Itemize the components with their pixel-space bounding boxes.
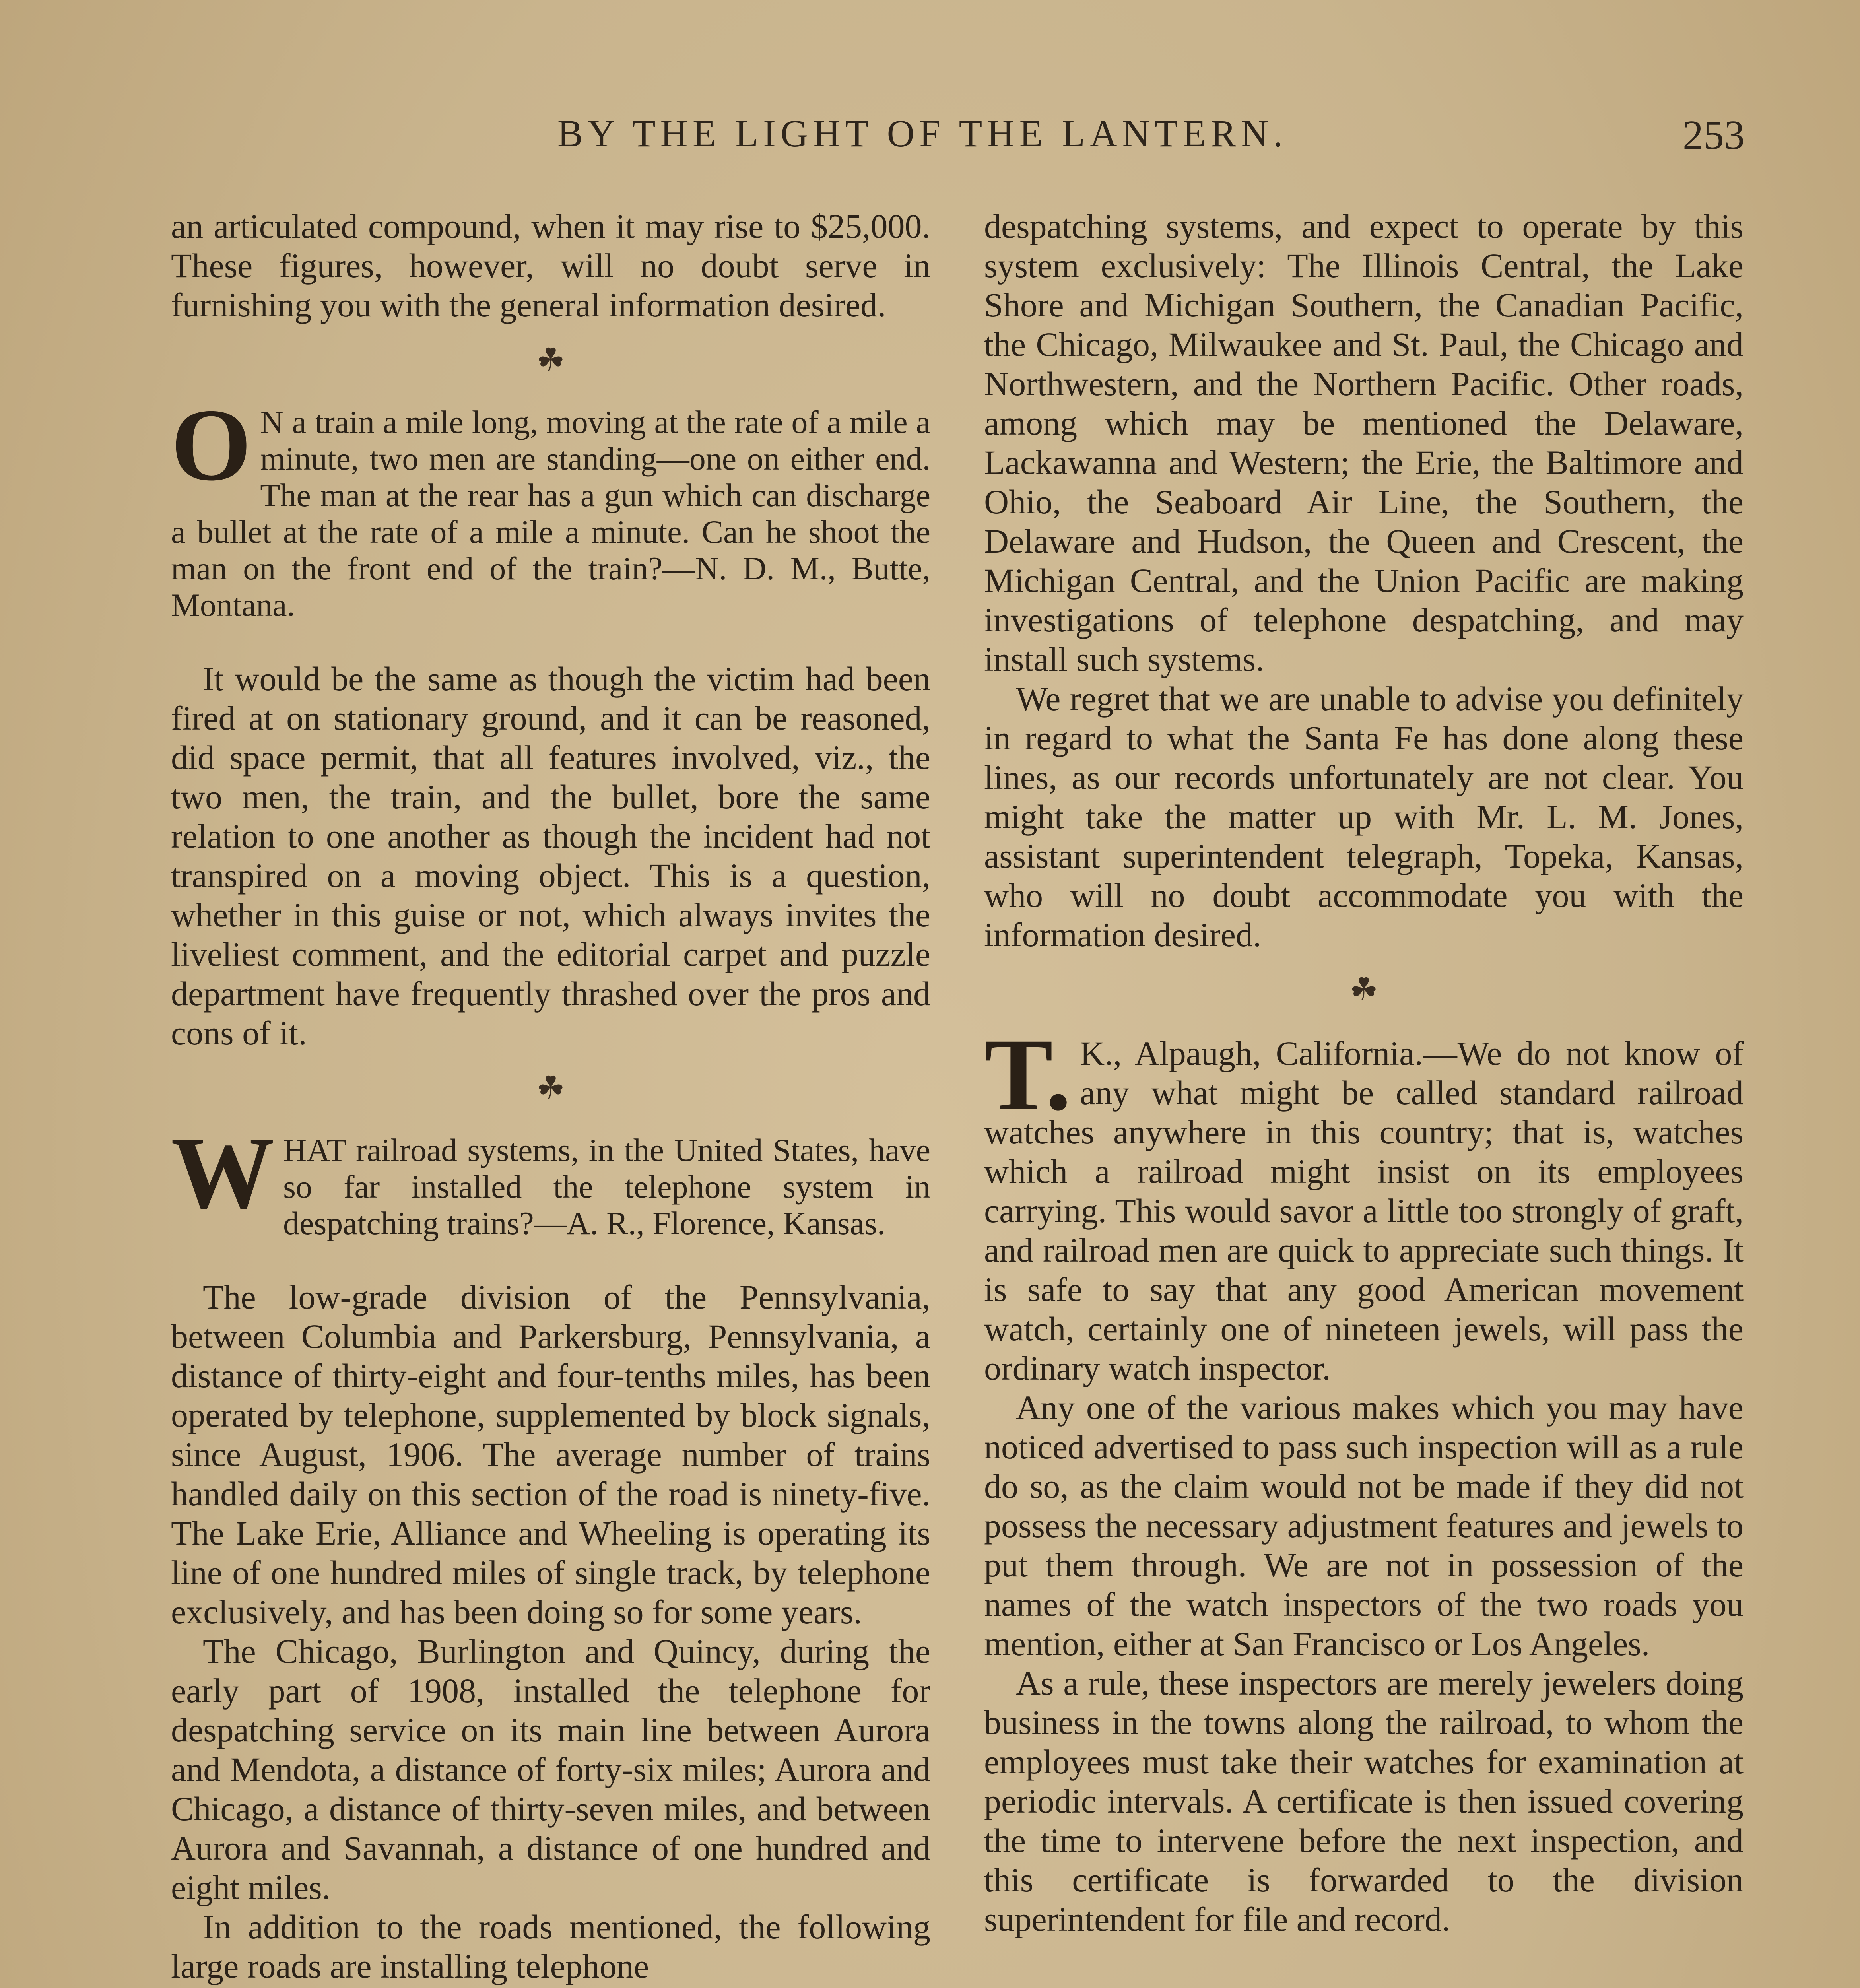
ornament-icon: ☘ <box>536 343 565 378</box>
question-text: N a train a mile long, moving at the rate of a mile a minute, two men are standing—one on either end. The man at the rear has a gun which can discharge a bullet at the rate of a mile a minute. Can he shoot the man on the front end of the train?—N. D. M., Butte, Montana. <box>171 404 930 623</box>
paragraph: Any one of the various makes which you may have noticed advertised to pass such inspection will as a rule do so, as the claim would not be made if they did not possess the necessary adjustment features and jewels to put them through. We are not in possession of the names of the watch inspectors of the two roads you mention, either at San Francisco or Los Angeles. <box>984 1388 1744 1663</box>
answer-paragraph: It would be the same as though the victim had been fired at on stationary ground, and it can be reasoned, did space permit, that all features involved, viz., the two men, the train, and the bullet, bore the same relation to one another as though the incident had not transpired on a moving object. This is a question, whether in this guise or not, which always invites the liveliest comment, and the editorial carpet and puzzle department have frequently thrashed over the pros and cons of it. <box>171 660 930 1052</box>
drop-cap: T. <box>984 1017 1072 1132</box>
running-header: BY THE LIGHT OF THE LANTERN. <box>557 112 1288 155</box>
ornament-icon: ☘ <box>1349 973 1378 1008</box>
drop-cap: W <box>171 1116 274 1230</box>
ornament-icon: ☘ <box>536 1071 565 1106</box>
left-column <box>171 207 930 1986</box>
paragraph: As a rule, these inspectors are merely jewelers doing business in the towns along the railroad, to whom the employees must take their watches for examination at periodic intervals. A certificate is then issued covering the time to intervene before the next inspection, and this certificate is forwarded to the division superintendent for file and record. <box>984 1664 1744 1938</box>
paragraph: despatching systems, and expect to operate by this system exclusively: The Illinois Central, the Lake Shore and Michigan Southern, the Canadian Pacific, the Chicago, Milwaukee and St. Paul, the Chicago and Northwestern, and the Northern Pacific. Other roads, among which may be mentioned the Delaware, Lackawanna and Western; the Erie, the Baltimore and Ohio, the Seaboard Air Line, the Southern, the Delaware and Hudson, the Queen and Crescent, the Michigan Central, and the Union Pacific are making investigations of telephone despatching, and may install such systems. <box>984 207 1744 678</box>
answer-text: K., Alpaugh, California.—We do not know of any what might be called standard railroad watches anywhere in this country; that is, watches which a railroad might insist on its employees carrying. This would savor a little too strongly of graft, and railroad men are quick to appreciate such things. It is safe to say that any good American movement watch, certainly one of nineteen jewels, will pass the ordinary watch inspector. <box>984 1034 1744 1387</box>
question-paragraph <box>984 1017 1744 1388</box>
right-column <box>984 207 1744 1939</box>
paragraph: an articulated compound, when it may rise to $25,000. These figures, however, will no doubt serve in furnishing you with the general information desired. <box>171 207 930 324</box>
drop-cap: O <box>171 388 252 502</box>
page-number: 253 <box>1683 112 1745 158</box>
question-text: HAT railroad systems, in the United States, have so far installed the telephone system in despatching trains?—A. R., Florence, Kansas. <box>283 1132 930 1241</box>
answer-paragraph: In addition to the roads mentioned, the following large roads are installing telephone <box>171 1908 930 1985</box>
question-paragraph <box>171 1116 930 1242</box>
paragraph: We regret that we are unable to advise you definitely in regard to what the Santa Fe has done along these lines, as our records unfortunately are not clear. You might take the matter up with Mr. L. M. Jones, assistant superintendent telegraph, Topeka, Kansas, who will no doubt accommodate you with the information desired. <box>984 679 1744 954</box>
answer-paragraph: The low-grade division of the Pennsylvania, between Columbia and Parkersburg, Pennsylvania, a distance of thirty-eight and four-tenths miles, has been operated by telephone, supplemented by block signals, since August, 1906. The average number of trains handled daily on this section of the road is ninety-five. The Lake Erie, Alliance and Wheeling is operating its line of one hundred miles of single track, by telephone exclusively, and has been doing so for some years. <box>171 1278 930 1631</box>
answer-paragraph: The Chicago, Burlington and Quincy, during the early part of 1908, installed the telephone for despatching service on its main line between Aurora and Mendota, a distance of forty-six miles; Aurora and Chicago, a distance of thirty-seven miles, and between Aurora and Savannah, a distance of one hundred and eight miles. <box>171 1632 930 1906</box>
question-paragraph <box>171 388 930 623</box>
